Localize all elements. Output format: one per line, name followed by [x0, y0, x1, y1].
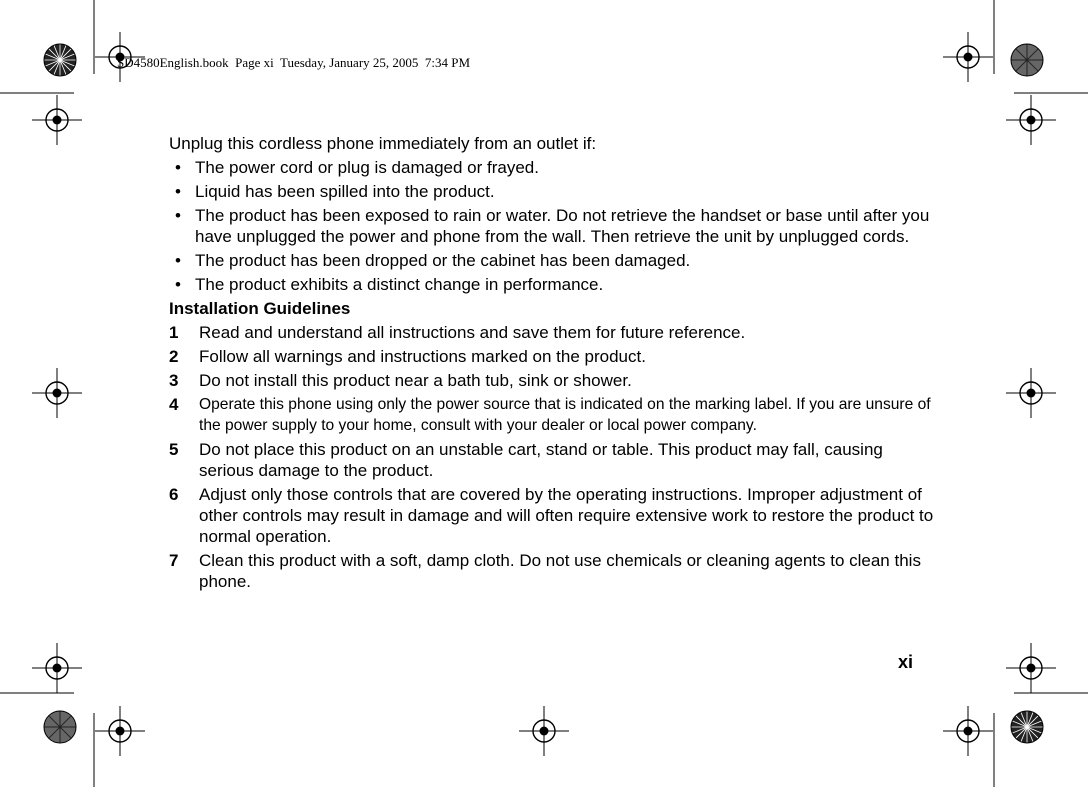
- page-content: [169, 133, 939, 595]
- bullet-icon: •: [175, 275, 181, 294]
- list-item: • The product exhibits a distinct change in performance.: [175, 275, 604, 294]
- step-number: 3: [169, 371, 179, 390]
- list-item: • The power cord or plug is damaged or frayed.: [175, 158, 539, 177]
- bullet-icon: •: [175, 206, 181, 225]
- section-heading: Installation Guidelines: [169, 299, 351, 318]
- list-item: • The product has been dropped or the cabinet has been damaged.: [175, 251, 691, 270]
- list-item: • Liquid has been spilled into the product.: [175, 182, 495, 201]
- unplug-lead: Unplug this cordless phone immediately from an outlet if:: [169, 134, 597, 153]
- step-text: Do not install this product near a bath tub, sink or shower.: [199, 371, 632, 390]
- step-text: Read and understand all instructions and save them for future reference.: [199, 323, 746, 342]
- step-item: [169, 346, 939, 367]
- page-number: xi: [898, 652, 914, 672]
- step-number: 2: [169, 347, 179, 366]
- bullet-icon: •: [175, 182, 181, 201]
- step-number: 1: [169, 323, 179, 342]
- step-number: 6: [169, 485, 179, 504]
- bullet-icon: •: [175, 158, 181, 177]
- step-item: [169, 439, 939, 481]
- unplug-list: [169, 157, 939, 295]
- step-text: Follow all warnings and instructions marked on the product.: [199, 347, 646, 366]
- step-text: Do not place this product on an unstable cart, stand or table. This product may fall, causing serious damage to the product.: [199, 440, 883, 480]
- step-item: [169, 394, 939, 436]
- print-slug-line: SD4580English.book Page xi Tuesday, January 25, 2005 7:34 PM: [117, 55, 471, 70]
- installation-steps: [169, 322, 939, 592]
- step-item: [169, 322, 939, 343]
- bullet-icon: •: [175, 251, 181, 270]
- step-item: [169, 484, 939, 547]
- step-text: Adjust only those controls that are covered by the operating instructions. Improper adjustment of other controls may result in damage and will often require extensive work to restore the product to normal operation.: [199, 485, 934, 546]
- list-item: • The product has been exposed to rain or water. Do not retrieve the handset or base until after you have unplugged the power and phone from the wall. Then retrieve the unit by unplugged cords.: [175, 206, 930, 246]
- step-item: [169, 550, 939, 592]
- step-text: Operate this phone using only the power source that is indicated on the marking label. If you are unsure of the power supply to your home, consult with your dealer or local power company.: [199, 396, 931, 434]
- step-number: 7: [169, 551, 179, 570]
- step-text: Clean this product with a soft, damp cloth. Do not use chemicals or cleaning agents to clean this phone.: [199, 551, 921, 591]
- step-item: [169, 370, 939, 391]
- step-number: 5: [169, 440, 179, 459]
- step-number: 4: [169, 395, 179, 414]
